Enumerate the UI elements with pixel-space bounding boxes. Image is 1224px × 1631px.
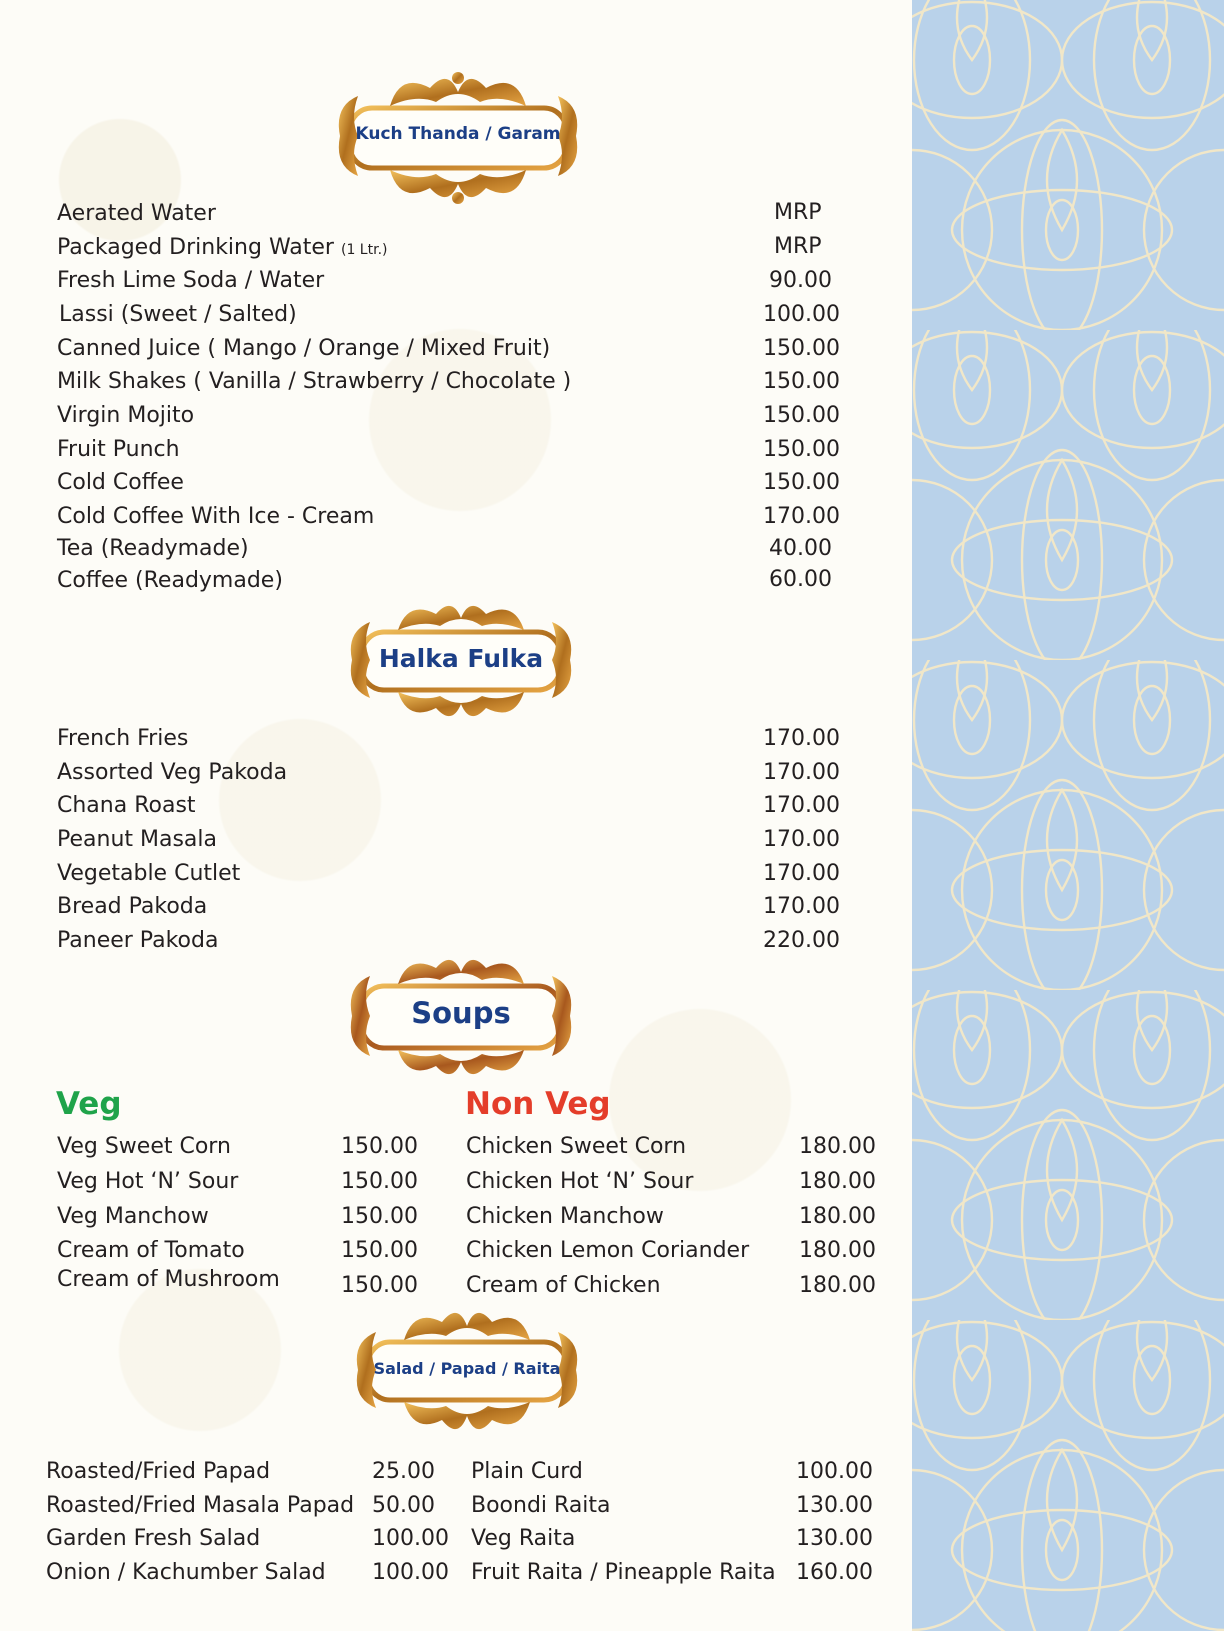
menu-item-name: Milk Shakes ( Vanilla / Strawberry / Chocolate ) (57, 369, 572, 394)
menu-item-price: 100.00 (372, 1560, 449, 1585)
menu-item-name: Cream of Tomato (57, 1238, 245, 1263)
menu-item-name: Peanut Masala (57, 827, 218, 852)
menu-item-name: Boondi Raita (471, 1493, 611, 1518)
menu-item-price: 180.00 (799, 1169, 876, 1194)
menu-item-name: Aerated Water (57, 201, 216, 226)
menu-item-price: 100.00 (796, 1459, 873, 1484)
menu-item-name: Tea (Readymade) (57, 536, 249, 561)
menu-item-price: 150.00 (341, 1273, 418, 1298)
menu-item-name: Coffee (Readymade) (57, 568, 283, 593)
menu-item-name: Veg Manchow (57, 1204, 209, 1229)
veg-heading: Veg (56, 1086, 122, 1122)
menu-item-price: 130.00 (796, 1526, 873, 1551)
menu-item-name (57, 234, 387, 264)
menu-item-price: 170.00 (763, 793, 840, 818)
menu-item-price: 60.00 (769, 567, 832, 592)
menu-item-price: 40.00 (769, 536, 832, 561)
menu-item-price: 90.00 (769, 268, 832, 293)
menu-item-price: 50.00 (372, 1493, 435, 1518)
menu-item-name: Veg Raita (471, 1526, 576, 1551)
menu-item-price: MRP (774, 234, 822, 259)
menu-item-name: Fresh Lime Soda / Water (57, 268, 325, 293)
menu-item-name: Fruit Punch (57, 437, 180, 462)
menu-item-name: Veg Sweet Corn (57, 1134, 231, 1159)
menu-item-name: Plain Curd (471, 1459, 583, 1484)
menu-item-name: French Fries (57, 726, 189, 751)
menu-item-price: 150.00 (763, 336, 840, 361)
menu-item-price: 170.00 (763, 504, 840, 529)
menu-item-name: Cream of Mushroom (57, 1267, 280, 1292)
menu-item-name: Chana Roast (57, 793, 196, 818)
menu-item-price: 170.00 (763, 760, 840, 785)
menu-item-name: Roasted/Fried Masala Papad (46, 1493, 355, 1518)
menu-item-price: 100.00 (763, 302, 840, 327)
menu-item-price: 180.00 (799, 1273, 876, 1298)
menu-item-name: Veg Hot ‘N’ Sour (57, 1169, 239, 1194)
menu-item-price: 150.00 (763, 403, 840, 428)
menu-item-price: 25.00 (372, 1459, 435, 1484)
section-banner-salad-papad-raita (350, 1302, 584, 1440)
decorative-side-panel (912, 0, 1224, 1631)
menu-item-price: 150.00 (341, 1238, 418, 1263)
section-banner-soups (342, 950, 580, 1082)
menu-item-price: 180.00 (799, 1204, 876, 1229)
menu-item-price: 130.00 (796, 1493, 873, 1518)
menu-item-name: Chicken Hot ‘N’ Sour (466, 1169, 694, 1194)
nonveg-heading: Non Veg (465, 1086, 611, 1122)
menu-item-name: Canned Juice ( Mango / Orange / Mixed Fruit) (57, 336, 551, 361)
menu-item-price: 170.00 (763, 726, 840, 751)
menu-item-price: 150.00 (341, 1204, 418, 1229)
menu-item-price: 150.00 (763, 470, 840, 495)
menu-item-price: 170.00 (763, 827, 840, 852)
section-title: Kuch Thanda / Garam (355, 124, 561, 144)
section-title: Soups (411, 996, 511, 1030)
menu-item-price: 180.00 (799, 1238, 876, 1263)
menu-item-name: Cold Coffee With Ice - Cream (57, 504, 375, 529)
menu-item-price: 150.00 (763, 437, 840, 462)
menu-item-price: MRP (774, 200, 822, 225)
menu-item-name: Cold Coffee (57, 470, 184, 495)
menu-item-name: Chicken Lemon Coriander (466, 1238, 750, 1263)
menu-item-price: 100.00 (372, 1526, 449, 1551)
menu-item-name: Fruit Raita / Pineapple Raita (471, 1560, 776, 1585)
menu-item-name: Assorted Veg Pakoda (57, 760, 288, 785)
menu-item-name: Lassi (Sweet / Salted) (59, 302, 297, 327)
menu-item-name: Onion / Kachumber Salad (46, 1560, 326, 1585)
menu-item-note: (1 Ltr.) (340, 242, 388, 258)
menu-item-name: Chicken Sweet Corn (466, 1134, 687, 1159)
menu-item-name: Chicken Manchow (466, 1204, 664, 1229)
section-banner-halka-fulka (342, 596, 580, 724)
menu-item-price: 150.00 (341, 1169, 418, 1194)
menu-item-name: Vegetable Cutlet (57, 861, 241, 886)
section-title: Halka Fulka (378, 644, 544, 673)
menu-item-price: 180.00 (799, 1134, 876, 1159)
menu-item-name: Garden Fresh Salad (46, 1526, 261, 1551)
menu-item-price: 220.00 (763, 928, 840, 953)
section-banner-kuch-thanda-garam (330, 66, 586, 208)
menu-item-name: Paneer Pakoda (57, 928, 219, 953)
floral-pattern (912, 0, 1224, 1631)
menu-item-name-text: Packaged Drinking Water (57, 235, 334, 260)
menu-item-price: 150.00 (763, 369, 840, 394)
menu-item-name: Roasted/Fried Papad (46, 1459, 271, 1484)
menu-item-name: Cream of Chicken (466, 1273, 661, 1298)
menu-item-name: Bread Pakoda (57, 894, 208, 919)
section-title: Salad / Papad / Raita (373, 1359, 561, 1378)
menu-item-name: Virgin Mojito (57, 403, 195, 428)
menu-item-price: 160.00 (796, 1560, 873, 1585)
menu-item-price: 170.00 (763, 861, 840, 886)
menu-item-price: 170.00 (763, 894, 840, 919)
menu-item-price: 150.00 (341, 1134, 418, 1159)
